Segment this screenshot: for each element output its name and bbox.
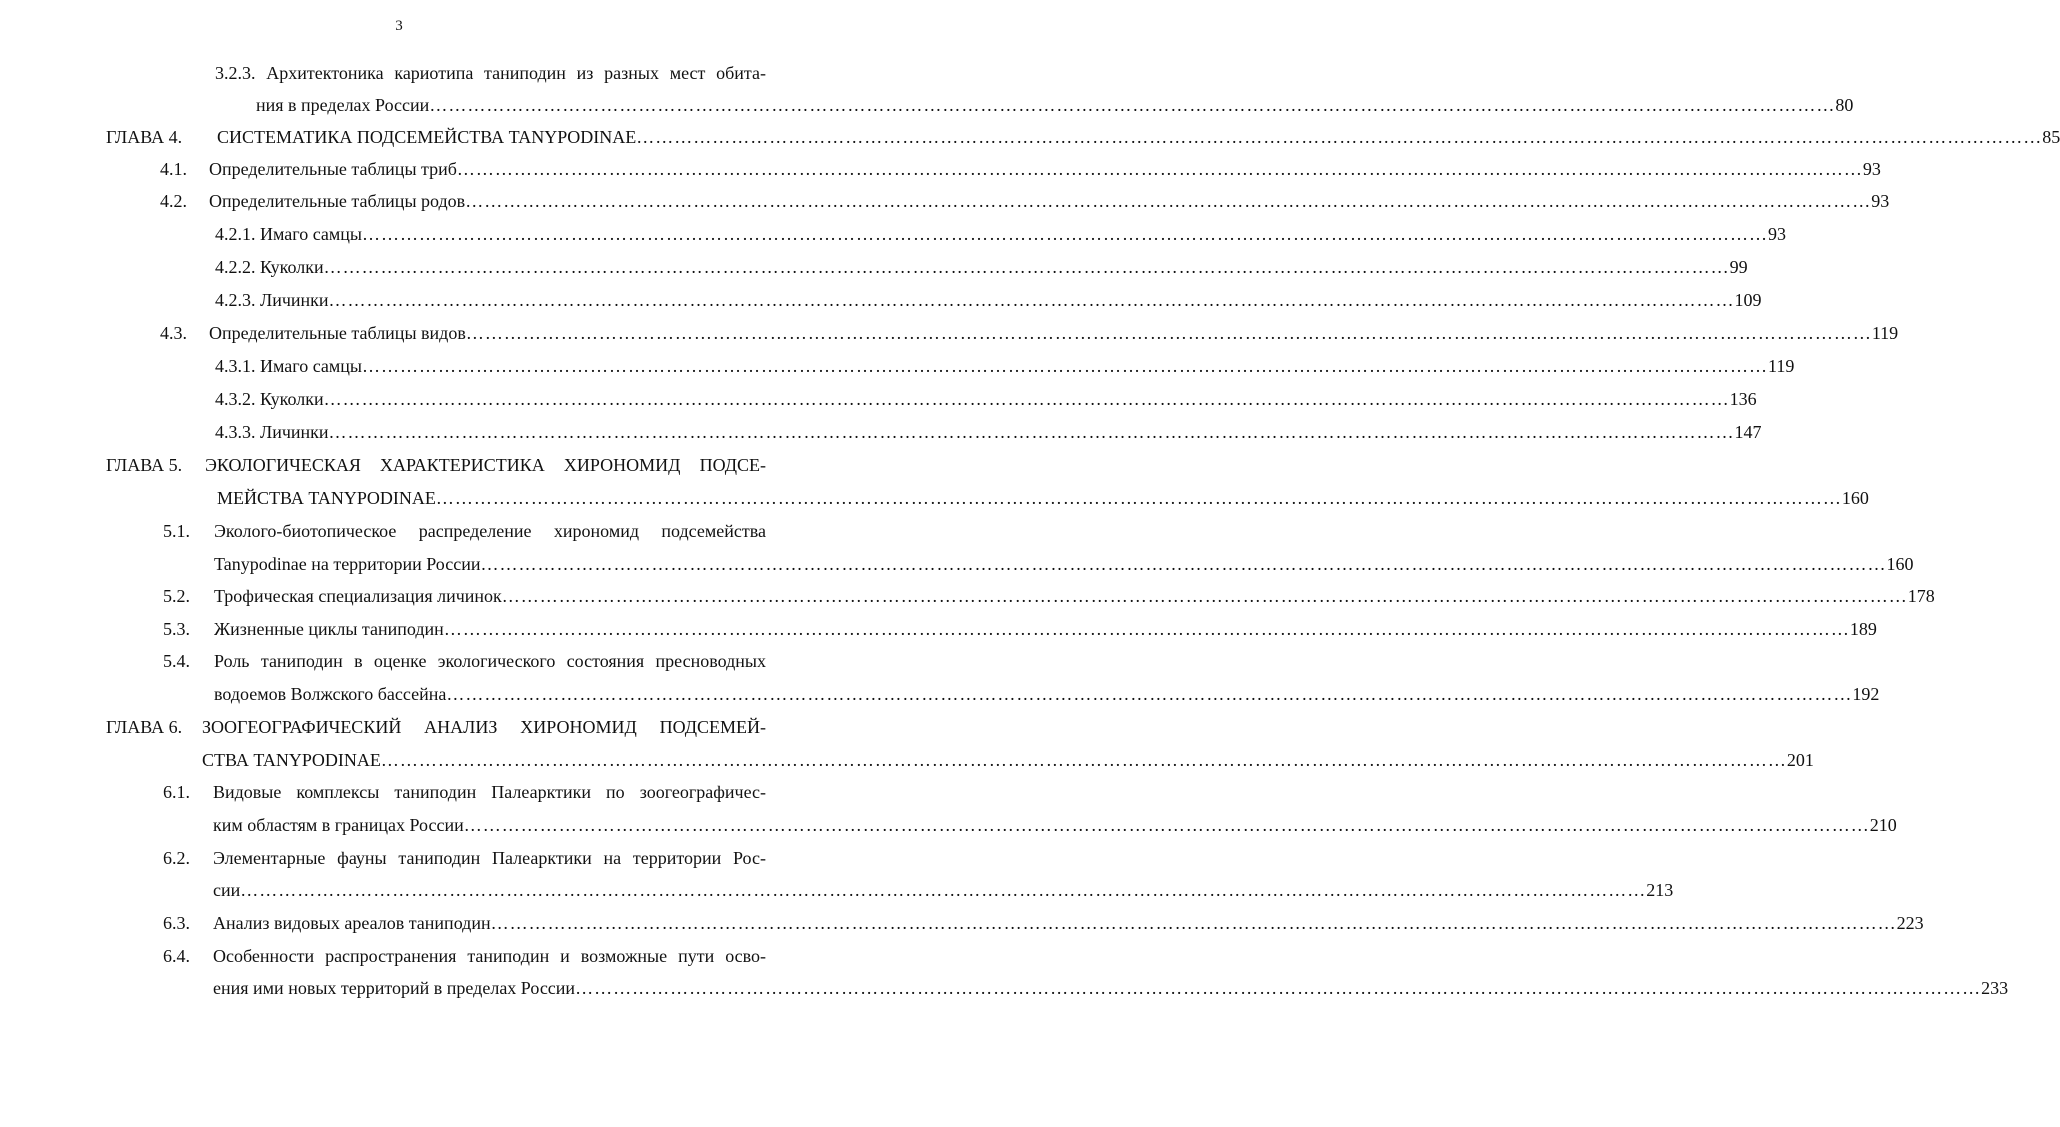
toc-entry-title: Имаго самцы [260, 224, 363, 244]
dot-leader: …………………………………………………………………………………………………………………………………………………………………………………………………… [240, 880, 1647, 900]
toc-page-number: 147 [1734, 422, 1762, 442]
dot-leader: …………………………………………………………………………………………………………………………………………………………………………………………………… [501, 586, 1908, 606]
toc-entry-title: Личинки [260, 422, 329, 442]
toc-entry-4-2-3 [215, 284, 1762, 316]
dot-leader: …………………………………………………………………………………………………………………………………………………………………………………………………… [446, 684, 1853, 704]
toc-entry-title: Трофическая специализация личинок [214, 586, 502, 606]
toc-entry-5-1-line1: Эколого-биотопическое распределение хирономид подсемейства [214, 521, 766, 541]
dot-leader: …………………………………………………………………………………………………………………………………………………………………………………………………… [465, 323, 1872, 343]
toc-entry-4-1 [209, 153, 1881, 185]
chapter-label: ГЛАВА 5. [106, 455, 183, 475]
toc-entry-number: 4.2.2. [215, 257, 256, 277]
toc-entry-5-1-line2 [214, 548, 1914, 580]
toc-entry-6-1-line2 [213, 809, 1897, 841]
toc-entry-5-4-line1: Роль таниподин в оценке экологического состояния пресноводных [214, 651, 766, 671]
toc-entry-title: Куколки [260, 389, 324, 409]
toc-chapter-title: МЕЙСТВА TANYPODINAE [217, 488, 436, 508]
toc-entry-title: Личинки [260, 290, 329, 310]
dot-leader: …………………………………………………………………………………………………………………………………………………………………………………………………… [480, 554, 1887, 574]
toc-entry-title: Определительные таблицы триб [209, 159, 457, 179]
toc-page-number: 160 [1886, 554, 1914, 574]
toc-chapter-title: СИСТЕМАТИКА ПОДСЕМЕЙСТВА TANYPODINAE [217, 127, 637, 147]
toc-entry-4-2-1 [215, 218, 1787, 250]
toc-page-number: 223 [1896, 913, 1924, 933]
toc-entry-number: 4.2. [160, 191, 187, 211]
toc-page-number: 233 [1981, 978, 2009, 998]
toc-entry-number: 6.1. [163, 782, 190, 802]
dot-leader: …………………………………………………………………………………………………………………………………………………………………………………………………… [636, 127, 2043, 147]
toc-entry-5-4-line2 [214, 678, 1880, 710]
toc-entry-4-2 [209, 185, 1890, 217]
chapter-label: ГЛАВА 4. [106, 127, 183, 147]
toc-entry-number: 4.2.3. [215, 290, 256, 310]
toc-entry-6-3 [213, 907, 1924, 939]
toc-entry-5-3 [214, 613, 1877, 645]
toc-entry-number: 4.1. [160, 159, 187, 179]
toc-page-number: 160 [1841, 488, 1869, 508]
dot-leader: …………………………………………………………………………………………………………………………………………………………………………………………………… [380, 750, 1787, 770]
toc-entry-4-3-3 [215, 416, 1762, 448]
toc-entry-6-4-line1: Особенности распространения таниподин и возможные пути осво- [213, 946, 766, 966]
toc-chapter-5-line2 [217, 482, 1869, 514]
dot-leader: …………………………………………………………………………………………………………………………………………………………………………………………………… [465, 191, 1872, 211]
toc-entry-4-3-2 [215, 383, 1757, 415]
toc-page-number: 85 [2042, 127, 2060, 147]
toc-entry-title: Имаго самцы [260, 356, 363, 376]
toc-entry-title: Определительные таблицы видов [209, 323, 466, 343]
dot-leader: …………………………………………………………………………………………………………………………………………………………………………………………………… [362, 224, 1769, 244]
toc-page-number: 93 [1871, 191, 1890, 211]
toc-entry-number: 6.2. [163, 848, 190, 868]
dot-leader: …………………………………………………………………………………………………………………………………………………………………………………………………… [328, 422, 1735, 442]
toc-chapter-title: СТВА TANYPODINAE [202, 750, 381, 770]
toc-entry-3-2-3-line2 [256, 89, 1854, 121]
toc-entry-title: Определительные таблицы родов [209, 191, 466, 211]
dot-leader: …………………………………………………………………………………………………………………………………………………………………………………………………… [443, 619, 1850, 639]
toc-entry-number: 4.3.2. [215, 389, 256, 409]
chapter-label: ГЛАВА 6. [106, 717, 183, 737]
toc-entry-title: водоемов Волжского бассейна [214, 684, 447, 704]
toc-page-number: 210 [1869, 815, 1897, 835]
dot-leader: …………………………………………………………………………………………………………………………………………………………………………………………………… [435, 488, 1842, 508]
toc-chapter-6-line2 [202, 744, 1814, 776]
page-number: 3 [395, 18, 403, 34]
dot-leader: …………………………………………………………………………………………………………………………………………………………………………………………………… [323, 257, 1730, 277]
toc-page-number: 213 [1646, 880, 1674, 900]
toc-page-number: 192 [1852, 684, 1880, 704]
toc-entry-number: 5.2. [163, 586, 190, 606]
toc-entry-number: 4.3.3. [215, 422, 256, 442]
dot-leader: …………………………………………………………………………………………………………………………………………………………………………………………………… [456, 159, 1863, 179]
dot-leader: …………………………………………………………………………………………………………………………………………………………………………………………………… [328, 290, 1735, 310]
toc-entry-6-4-line2 [213, 972, 2009, 1004]
toc-entry-4-2-2 [215, 251, 1748, 283]
dot-leader: …………………………………………………………………………………………………………………………………………………………………………………………………… [362, 356, 1769, 376]
toc-entry-4-3-1 [215, 350, 1795, 382]
toc-entry-title: Анализ видовых ареалов таниподин [213, 913, 491, 933]
toc-entry-title: Tanypodinae на территории России [214, 554, 481, 574]
toc-entry-number: 5.3. [163, 619, 190, 639]
dot-leader: …………………………………………………………………………………………………………………………………………………………………………………………………… [429, 95, 1836, 115]
toc-page-number: 119 [1768, 356, 1795, 376]
toc-chapter-4 [217, 121, 2060, 153]
toc-page-number: 109 [1734, 290, 1762, 310]
toc-entry-number: 4.3.1. [215, 356, 256, 376]
toc-entry-6-1-line1: Видовые комплексы таниподин Палеарктики по зоогеографичес- [213, 782, 766, 802]
toc-page-number: 93 [1862, 159, 1881, 179]
toc-entry-title: Архитектоника кариотипа таниподин из разных мест обита- [266, 63, 767, 83]
toc-entry-title: ния в пределах России [256, 95, 430, 115]
toc-page-number: 201 [1786, 750, 1814, 770]
toc-entry-3-2-3-line1 [215, 57, 766, 89]
toc-chapter-6-line1: ЗООГЕОГРАФИЧЕСКИЙ АНАЛИЗ ХИРОНОМИД ПОДСЕМЕЙ- [202, 717, 766, 737]
toc-entry-4-3 [209, 317, 1899, 349]
toc-entry-number: 4.2.1. [215, 224, 256, 244]
toc-page-number: 93 [1768, 224, 1787, 244]
toc-page-number: 136 [1729, 389, 1757, 409]
toc-entry-title: Куколки [260, 257, 324, 277]
toc-chapter-5-line1: ЭКОЛОГИЧЕСКАЯ ХАРАКТЕРИСТИКА ХИРОНОМИД ПОДСЕ- [205, 455, 766, 475]
toc-page-number: 178 [1907, 586, 1935, 606]
toc-entry-6-2-line2 [213, 874, 1674, 906]
toc-entry-number: 6.4. [163, 946, 190, 966]
toc-page-number: 80 [1835, 95, 1854, 115]
toc-page-number: 99 [1729, 257, 1748, 277]
dot-leader: …………………………………………………………………………………………………………………………………………………………………………………………………… [323, 389, 1730, 409]
toc-entry-5-2 [214, 580, 1935, 612]
dot-leader: …………………………………………………………………………………………………………………………………………………………………………………………………… [463, 815, 1870, 835]
toc-entry-number: 4.3. [160, 323, 187, 343]
toc-entry-title: Жизненные циклы таниподин [214, 619, 444, 639]
toc-entry-title: ким областям в границах России [213, 815, 464, 835]
toc-entry-number: 6.3. [163, 913, 190, 933]
toc-entry-number: 3.2.3. [215, 63, 256, 83]
toc-entry-title: сии [213, 880, 241, 900]
toc-entry-number: 5.4. [163, 651, 190, 671]
toc-page-number: 119 [1871, 323, 1899, 343]
toc-entry-number: 5.1. [163, 521, 190, 541]
toc-page-number: 189 [1849, 619, 1877, 639]
dot-leader: …………………………………………………………………………………………………………………………………………………………………………………………………… [490, 913, 1897, 933]
toc-entry-6-2-line1: Элементарные фауны таниподин Палеарктики на территории Рос- [213, 848, 766, 868]
dot-leader: …………………………………………………………………………………………………………………………………………………………………………………………………… [575, 978, 1982, 998]
toc-entry-title: ения ими новых территорий в пределах России [213, 978, 576, 998]
